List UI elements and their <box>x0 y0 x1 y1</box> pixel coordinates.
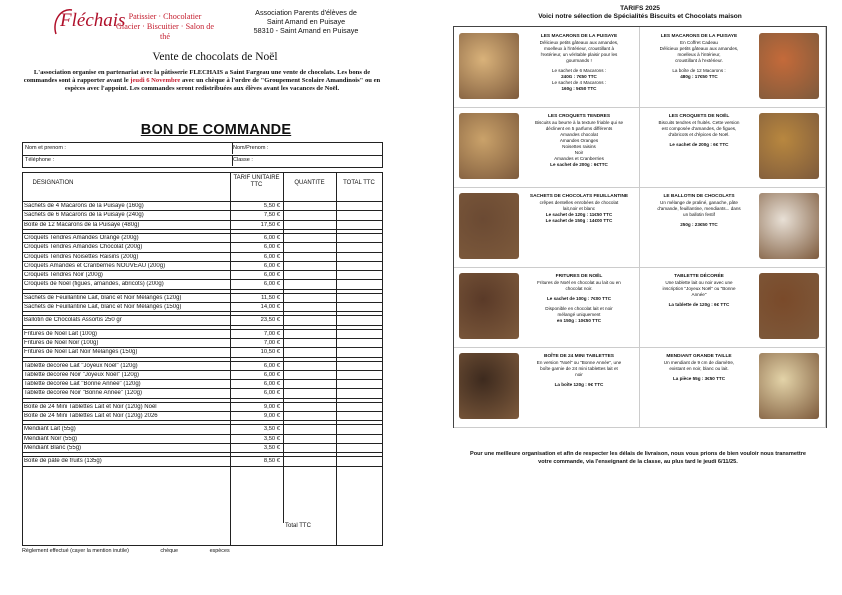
product-photo <box>759 33 819 99</box>
product-price: 7,00 € <box>263 330 280 337</box>
product-line: Biscuits tendres et fruités. Cette version <box>658 120 740 125</box>
intro-text: " ou en espèces avec l'appoint. Les commandes seront redistribuées aux élèves avant les vacances de Noël. <box>64 77 381 93</box>
product-name: Sachets de Feuillantine Lait, blanc et Noir Mélangés (150g) <box>24 304 182 310</box>
phone-field[interactable]: Téléphone : <box>23 155 233 166</box>
product-photo <box>459 273 519 339</box>
col-total: TOTAL TTC <box>343 180 375 186</box>
product-title: BOÎTE DE 24 MINI TABLETTES <box>543 354 614 359</box>
product-photo <box>759 353 819 419</box>
product-name: Fritures de Noël Lait Noir Mélangés (150g) <box>24 349 138 356</box>
product-name: Ballotin de Chocolats Assortis 250 gr <box>24 317 122 324</box>
customer-info-table <box>22 142 383 168</box>
group-separator <box>23 229 382 230</box>
product-price: 7,00 € <box>263 339 280 346</box>
product-line: Disponible en chocolat lait et noir <box>545 306 613 311</box>
product-price: 10,50 € <box>260 349 280 356</box>
cheque-option[interactable]: chèque <box>160 548 179 554</box>
product-photo <box>759 273 819 339</box>
product-name: Boîte de 12 Macarons de la Puisaye (480g) <box>24 221 140 228</box>
product-title: LES CROQUETS TENDRES <box>547 114 611 119</box>
product-title: TABLETTE DÉCORÉE <box>674 274 724 279</box>
group-separator <box>23 311 382 312</box>
product-name: Boîte de 24 Mini Tablettes Lait et Noir (120g) 2026 <box>24 413 158 419</box>
group-separator <box>23 325 382 326</box>
product-line: croustillant à l'extérieur. <box>675 58 723 63</box>
product-price: 9,00 € <box>263 413 280 419</box>
product-price: 6,00 € <box>263 371 280 378</box>
product-price: 3,50 € <box>263 435 280 442</box>
association-address <box>236 8 376 35</box>
product-price: 6,00 € <box>263 381 280 388</box>
product-line: moelleux à l'intérieur, <box>677 52 721 57</box>
product-description <box>524 33 634 92</box>
product-photo <box>759 193 819 259</box>
assoc-line: Association Parents d'élèves de <box>255 8 357 17</box>
product-line: en 150g : 10€50 TTC <box>556 318 602 323</box>
product-description <box>524 273 634 324</box>
product-name: Croquets de Noël (figues, amandes, abricots) (200g) <box>24 281 164 288</box>
cash-option[interactable]: espèces <box>209 548 230 554</box>
product-title: LES MACARONS DE LA PUISAYE <box>540 34 618 39</box>
product-line: Noir <box>574 150 584 155</box>
product-line: Biscuits au beurre à la texture friable qui se <box>534 120 624 125</box>
product-line: 160g : 5€50 TTC <box>561 86 597 91</box>
product-name: Sachets de 6 Macarons de la Puisaye (240g) <box>24 212 144 219</box>
product-description <box>644 113 754 148</box>
product-name: Tablette décorée Lait "Bonne Année" (120g) <box>24 381 141 388</box>
product-description <box>524 353 634 388</box>
deadline-date: jeudi 6 Novembre <box>130 77 181 85</box>
product-line: gourmands ! <box>566 58 592 63</box>
product-name: Croquets Amandes et Cranberries NOUVEAU (200g) <box>24 262 166 269</box>
product-line: est composée d'amandes, de figues, <box>661 126 737 131</box>
product-line: inscription "Joyeux Noël" ou "Bonne <box>662 286 736 291</box>
product-line: noir <box>575 372 583 377</box>
product-price: 11,50 € <box>261 294 280 301</box>
product-description <box>524 193 634 224</box>
product-price: 6,00 € <box>263 390 280 397</box>
product-name: Tablette décorée Noir "Bonne Année" (120g) <box>24 390 143 397</box>
product-line: 240G : 7€50 TTC <box>561 74 597 79</box>
product-name: Croquets Tendres Noisettes Raisins (200g) <box>24 253 139 260</box>
order-form-title: BON DE COMMANDE <box>140 122 292 138</box>
product-card <box>640 267 826 348</box>
product-title: LES CROQUETS DE NOËL <box>668 114 730 119</box>
product-price: 23,50 € <box>260 317 280 324</box>
logo-text: Fléchais <box>60 10 126 31</box>
product-line: existant en noir, blanc ou lait. <box>669 366 729 371</box>
product-title: MENDIANT GRANDE TAILLE <box>666 354 732 359</box>
product-line: En version "Noël" ou "Bonne Année", une <box>536 360 622 365</box>
product-line: La boîte 120g : 9€ TTC <box>554 382 604 387</box>
product-name: Boîte de 24 Mini Tablettes Lait et Noir (120g) Noël <box>24 403 157 410</box>
product-card <box>640 107 826 188</box>
product-line: Le sachet de 200g : 6€TTC <box>550 162 608 167</box>
group-separator <box>23 398 382 399</box>
product-name: Mendiant Noir (55g) <box>24 435 78 442</box>
product-price: 9,00 € <box>263 403 280 410</box>
product-price: 6,00 € <box>263 244 280 251</box>
product-price: 5,50 € <box>263 203 280 209</box>
product-photo <box>459 353 519 419</box>
group-separator <box>23 452 382 453</box>
product-name: Sachets de Feuillantine Lait, blanc et Noir Mélangés (120g) <box>24 294 182 301</box>
product-catalog-grid <box>453 26 827 428</box>
payment-footer <box>22 548 322 554</box>
product-title: FRITURES DE NOËL <box>555 274 603 279</box>
product-photo <box>459 33 519 99</box>
tarifs-header <box>455 5 825 21</box>
product-price: 7,50 € <box>263 212 280 219</box>
product-line: chocolat noir. <box>565 286 593 291</box>
product-title: SACHETS DE CHOCOLATS FEUILLANTINE <box>529 194 629 199</box>
product-description <box>644 273 754 308</box>
flechais-logo <box>50 4 126 38</box>
class-field[interactable]: Classe : <box>233 157 253 163</box>
product-name: Fritures de Noël Noir (100g) <box>24 339 99 346</box>
group-separator <box>23 289 382 290</box>
intro-text: L'association organise en partenariat avec la pâtisserie FLECHAIS a Saint Fargeau une vente de chocolats. Les bons de commandes sont à rapporter avant le <box>23 69 371 85</box>
product-line: 480g : 17€50 TTC <box>680 74 718 79</box>
product-line: Le sachet de 150g : 14€00 TTC <box>545 218 613 223</box>
tarifs-subtitle: Voici notre sélection de Spécialités Biscuits et Chocolats maison <box>538 13 742 20</box>
product-line: Un mélange de praliné, ganache, pâte <box>660 200 738 205</box>
deadline-notice: Pour une meilleure organisation et afin de respecter les délais de livraison, nous vous prions de bien vouloir nous transmettre votre commande, via l'enseignant de la classe, au plus tard le jeudi 6/11/25. <box>469 451 807 465</box>
assoc-line: Saint Amand en Puisaye <box>266 17 346 26</box>
product-price: 17,50 € <box>260 221 280 228</box>
intro-paragraph <box>22 69 382 94</box>
product-description <box>644 353 754 382</box>
group-separator <box>23 357 382 358</box>
product-description <box>644 193 754 228</box>
child-name-field[interactable]: Nom/Prenom : <box>233 145 269 151</box>
product-photo <box>459 113 519 179</box>
product-line: Le sachet de 6 Macarons : <box>551 68 607 73</box>
product-name: Croquets Tendres Amandes Chocolat (200g) <box>24 244 143 251</box>
product-line: Fritures de Noël en chocolat au lait ou en <box>537 280 621 285</box>
product-title: LES MACARONS DE LA PUISAYE <box>660 34 738 39</box>
product-line: Un mendiant de 9 cm de diamètre, <box>663 360 735 365</box>
product-line: moelleux à l'intérieur, croustillant à <box>543 46 615 51</box>
intro-text: avec un chèque à l'ordre de " <box>180 77 265 85</box>
product-description <box>644 33 754 80</box>
product-line: mélangé uniquement <box>557 312 601 317</box>
product-card <box>640 347 826 428</box>
product-name: Fritures de Noël Lait (100g) <box>24 330 98 337</box>
product-photo <box>759 113 819 179</box>
payment-method-label: Règlement effectué (cayer la mention inutile) <box>22 548 129 554</box>
product-description <box>524 113 634 168</box>
product-line: La tablette de 120g : 6€ TTC <box>668 302 730 307</box>
product-card <box>454 267 640 348</box>
product-line: d'abricots et d'épices de Noël. <box>668 132 730 137</box>
col-quantite: QUANTITE <box>294 180 325 186</box>
col-designation: DESIGNATION <box>32 180 74 186</box>
product-line: d'amande, feuillantine, mendiants... dans <box>657 206 741 211</box>
shop-line: Patissier · Chocolatier <box>128 12 202 21</box>
group-separator <box>23 420 382 421</box>
product-price: 6,00 € <box>263 281 280 288</box>
tarifs-title: TARIFS 2025 <box>620 5 660 12</box>
product-line: 250g : 23€50 TTC <box>680 222 718 227</box>
page-title: Vente de chocolats de Noël <box>152 51 278 63</box>
product-line: Noisettes raisins <box>562 144 596 149</box>
product-line: Le sachet de 4 Macarons : <box>551 80 607 85</box>
product-card <box>454 187 640 268</box>
product-name: Boîte de pâte de fruits (135g) <box>24 458 102 465</box>
product-photo <box>459 193 519 259</box>
shop-description <box>110 12 220 42</box>
table-end-line <box>23 466 382 467</box>
assoc-line: 58310 - Saint Amand en Puisaye <box>253 26 359 35</box>
school-group: Groupement Scolaire Amandinois <box>264 77 360 85</box>
product-line: un ballotin festif <box>683 212 715 217</box>
product-line: Amandes et Cranberries <box>554 156 604 161</box>
product-card <box>454 347 640 428</box>
product-name: Tablette décorée Lait "Joyeux Noël" (120g) <box>24 362 138 369</box>
col-tarif: TARIF UNITAIRE TTC <box>233 175 280 188</box>
product-price: 6,00 € <box>263 253 280 260</box>
product-line: Le sachet de 200g : 6€ TTC <box>669 142 729 147</box>
product-line: boîte garnie de 24 mini tablettes lait et <box>540 366 618 371</box>
product-price: 3,50 € <box>263 444 280 451</box>
product-card <box>640 27 826 108</box>
product-line: Amandes Oranges <box>559 138 599 143</box>
shop-line: Glacier · Biscuitier · Salon de thé <box>116 22 214 41</box>
product-line: Amandes chocolat <box>560 132 598 137</box>
product-name: Croquets Tendres Amandes Orange (200g) <box>24 234 139 241</box>
product-line: Le sachet de 120g : 11€50 TTC <box>545 212 613 217</box>
product-name: Sachets de 4 Macarons de la Puisaye (160g) <box>24 203 144 209</box>
product-name: Croquets Tendres Noir (200g) <box>24 272 103 279</box>
product-name: Tablette décorée Noir "Joyeux Noël" (120g) <box>24 371 139 378</box>
product-line: l'extérieur, un véritable plaisir pour les <box>540 52 618 57</box>
product-price: 6,00 € <box>263 272 280 279</box>
product-line: Délicieux petits gâteaux aux amandes, <box>539 40 619 45</box>
product-line: Le sachet de 100g : 7€00 TTC <box>546 296 612 301</box>
product-line: La boîte de 12 Macarons : <box>672 68 726 73</box>
product-price: 6,00 € <box>263 362 280 369</box>
product-card <box>454 27 640 108</box>
order-table <box>22 172 383 546</box>
product-line: crêpes dentelles enrobées de chocolat <box>539 200 619 205</box>
product-title: LE BALLOTIN DE CHOCOLATS <box>663 194 735 199</box>
product-price: 6,00 € <box>263 234 280 241</box>
product-price: 3,50 € <box>263 426 280 433</box>
product-line: déclinent en 5 parfums différents <box>545 126 613 131</box>
product-price: 6,00 € <box>263 262 280 269</box>
product-card <box>640 187 826 268</box>
name-field[interactable]: Nom et prenom : <box>23 143 233 154</box>
product-line: Une tablette lait ou noir avec une <box>665 280 733 285</box>
product-name: Mendiant Lait (55g) <box>24 426 76 433</box>
product-price: 14,00 € <box>260 304 280 310</box>
product-name: Mendiant Blanc (55g) <box>24 444 82 451</box>
product-line: En Coffret Cadeau <box>680 40 718 45</box>
product-line: lait,noir et blanc <box>562 206 596 211</box>
product-line: La pièce 55g : 3€50 TTC <box>672 376 726 381</box>
total-ttc-label: Total TTC <box>285 523 311 529</box>
product-card <box>454 107 640 188</box>
product-price: 8,50 € <box>263 458 280 465</box>
product-line: Délicieux petits gâteaux aux amandes, <box>659 46 739 51</box>
product-line: Année" <box>691 292 707 297</box>
